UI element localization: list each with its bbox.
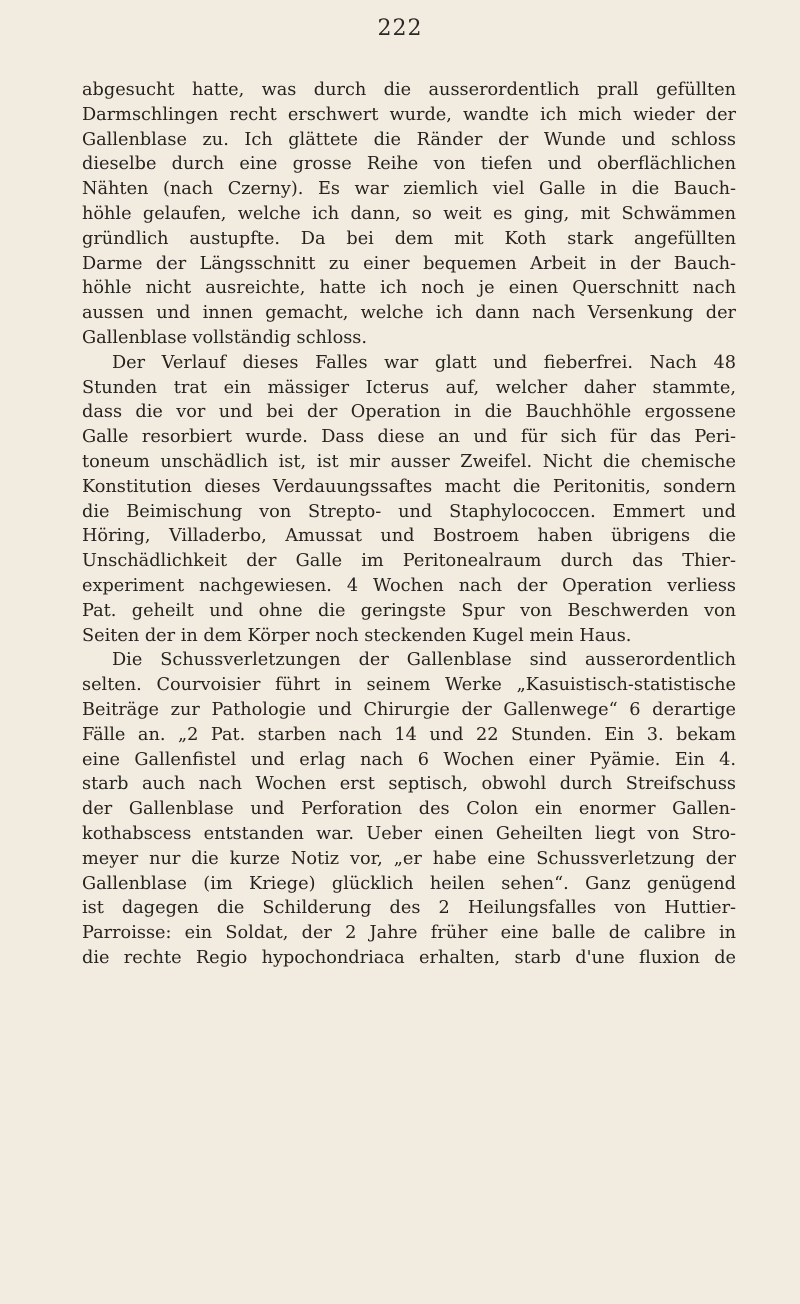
text-line: der Gallenblase und Perforation des Colon ein enormer Gallen- — [82, 799, 736, 820]
text-line: Stunden trat ein mässiger Icterus auf, welcher daher stammte, — [82, 377, 736, 398]
text-line: aussen und innen gemacht, welche ich dann nach Versenkung der — [82, 303, 736, 324]
text-line: eine Gallenfistel und erlag nach 6 Wochen einer Pyämie. Ein 4. — [82, 749, 736, 770]
text-line: dieselbe durch eine grosse Reihe von tiefen und oberflächlichen — [82, 154, 736, 175]
text-line: Beiträge zur Pathologie und Chirurgie der Gallenwege“ 6 derartige — [82, 699, 736, 720]
text-line: kothabscess entstanden war. Ueber einen Geheilten liegt von Stro- — [82, 823, 736, 844]
text-line: Parroisse: ein Soldat, der 2 Jahre früher eine balle de calibre in — [82, 923, 736, 944]
text-line: selten. Courvoisier führt in seinem Werke „Kasuistisch-statistische — [82, 675, 736, 696]
text-line: höhle gelaufen, welche ich dann, so weit es ging, mit Schwämmen — [82, 203, 736, 224]
text-line: gründlich austupfte. Da bei dem mit Koth stark angefüllten — [82, 228, 736, 249]
text-line: meyer nur die kurze Notiz vor, „er habe eine Schussverletzung der — [82, 848, 736, 869]
text-line: Darme der Längsschnitt zu einer bequemen Arbeit in der Bauch- — [82, 253, 736, 274]
text-line: toneum unschädlich ist, ist mir ausser Zweifel. Nicht die chemische — [82, 451, 736, 472]
text-line: Seiten der in dem Körper noch steckenden Kugel mein Haus. — [82, 625, 632, 646]
text-line: Die Schussverletzungen der Gallenblase sind ausserordentlich — [112, 650, 736, 671]
text-line: Konstitution dieses Verdauungssaftes macht die Peritonitis, sondern — [82, 476, 736, 497]
text-line: starb auch nach Wochen erst septisch, obwohl durch Streifschuss — [82, 774, 736, 795]
paragraph-2 — [82, 351, 736, 649]
text-line: experiment nachgewiesen. 4 Wochen nach der Operation verliess — [82, 575, 736, 596]
text-line: Nähten (nach Czerny). Es war ziemlich viel Galle in die Bauch- — [82, 179, 736, 200]
text-line: Der Verlauf dieses Falles war glatt und fieberfrei. Nach 48 — [112, 352, 736, 373]
page-number: 222 — [377, 16, 423, 41]
text-line: Pat. geheilt und ohne die geringste Spur von Beschwerden von — [82, 600, 736, 621]
text-line: Höring, Villaderbo, Amussat und Bostroem haben übrigens die — [82, 526, 736, 547]
text-line: Gallenblase zu. Ich glättete die Ränder der Wunde und schloss — [82, 129, 736, 150]
text-line: höhle nicht ausreichte, hatte ich noch je einen Querschnitt nach — [82, 278, 736, 299]
text-line: Gallenblase vollständig schloss. — [82, 327, 367, 348]
text-line: dass die vor und bei der Operation in die Bauchhöhle ergossene — [82, 402, 736, 423]
body-text — [82, 78, 736, 971]
text-line: Fälle an. „2 Pat. starben nach 14 und 22 Stunden. Ein 3. bekam — [82, 724, 736, 745]
paragraph-3 — [82, 648, 736, 970]
text-line: die rechte Regio hypochondriaca erhalten, starb d'une fluxion de — [82, 947, 736, 968]
text-line: Galle resorbiert wurde. Dass diese an und für sich für das Peri- — [82, 427, 736, 448]
text-line: Unschädlichkeit der Galle im Peritonealraum durch das Thier- — [82, 551, 736, 572]
text-line: ist dagegen die Schilderung des 2 Heilungsfalles von Huttier- — [82, 898, 736, 919]
paragraph-1 — [82, 78, 736, 351]
text-line: die Beimischung von Strepto- und Staphylococcen. Emmert und — [82, 501, 736, 522]
text-line: Darmschlingen recht erschwert wurde, wandte ich mich wieder der — [82, 104, 736, 125]
text-line: Gallenblase (im Kriege) glücklich heilen sehen“. Ganz genügend — [82, 873, 736, 894]
text-line: abgesucht hatte, was durch die ausserordentlich prall gefüllten — [82, 80, 736, 100]
